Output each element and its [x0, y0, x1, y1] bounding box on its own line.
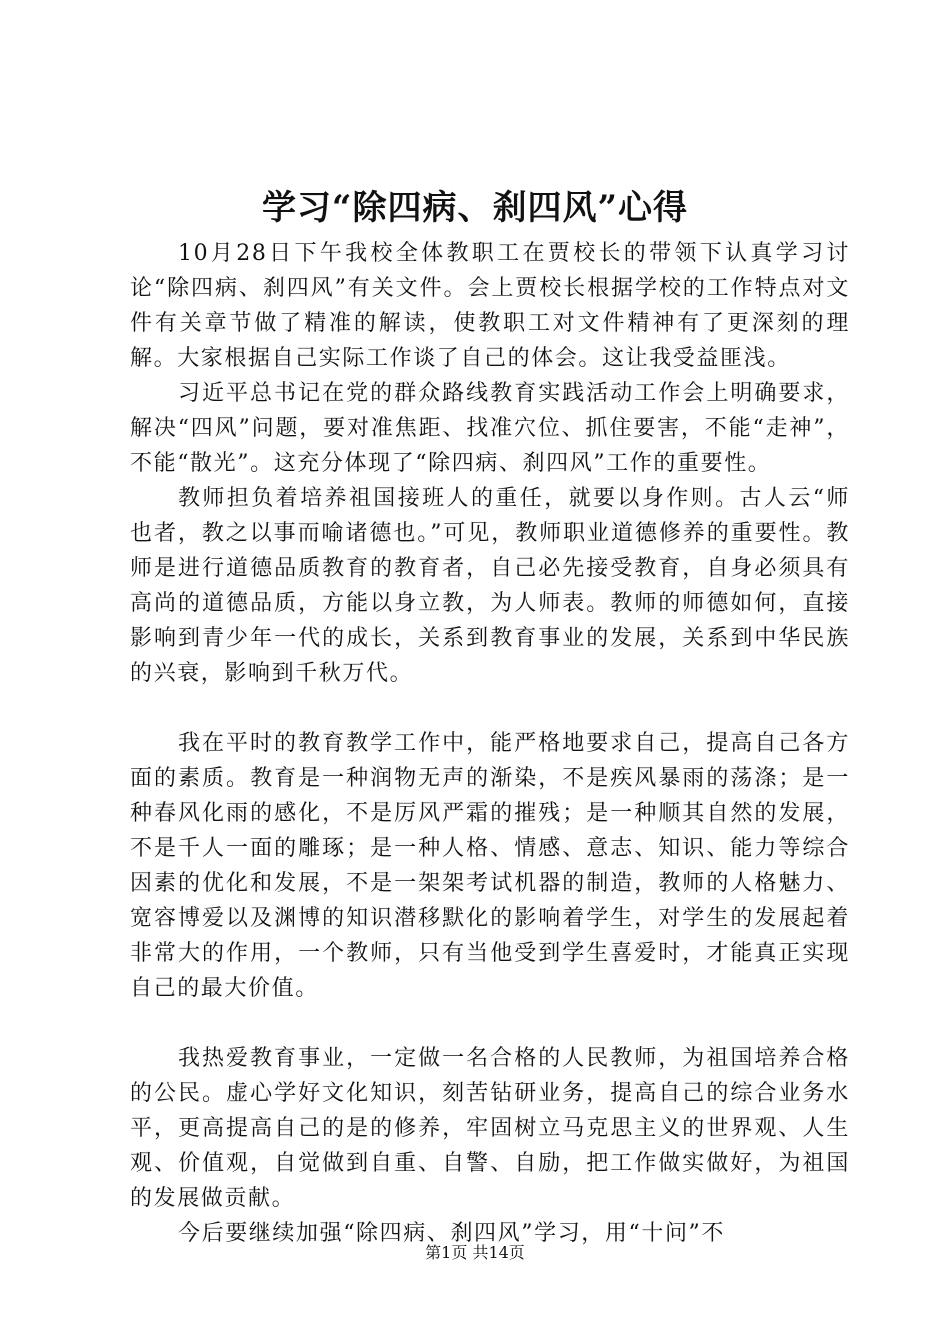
paragraph-6: 今后要继续加强“除四病、刹四风”学习，用“十问”不	[178, 1221, 725, 1246]
paragraph-spacer	[130, 691, 850, 726]
paragraph-5: 我热爱教育事业，一定做一名合格的人民教师，为祖国培养合格的公民。虚心学好文化知识，刻苦钻研业务，提高自己的综合业务水平，更高提高自己的是的修养，牢固树立马克思主义的世界观、人生观、价值观，自觉做到自重、自警、自励，把工作做实做好，为祖国的发展做贡献。	[130, 1046, 850, 1211]
page-number-footer: 第1页 共14页	[425, 1243, 525, 1262]
paragraph-3: 教师担负着培养祖国接班人的重任，就要以身作则。古人云“师也者，教之以事而喻诸德也。”可见，教师职业道德修养的重要性。教师是进行道德品质教育的教育者，自己必先接受教育，自身必须具有高尚的道德品质，方能以身立教，为人师表。教师的师德如何，直接影响到青少年一代的成长，关系到教育事业的发展，关系到中华民族的兴衰，影响到千秋万代。	[130, 486, 850, 686]
paragraph-4: 我在平时的教育教学工作中，能严格地要求自己，提高自己各方面的素质。教育是一种润物无声的渐染，不是疾风暴雨的荡涤；是一种春风化雨的感化，不是厉风严霜的摧残；是一种顺其自然的发展，不是千人一面的雕琢；是一种人格、情感、意志、知识、能力等综合因素的优化和发展，不是一架架考试机器的制造，教师的人格魅力、宽容博爱以及渊博的知识潜移默化的影响着学生，对学生的发展起着非常大的作用，一个教师，只有当他受到学生喜爱时，才能真正实现自己的最大价值。	[130, 731, 850, 1001]
paragraph-2: 习近平总书记在党的群众路线教育实践活动工作会上明确要求，解决“四风”问题，要对准焦距、找准穴位、抓住要害，不能“走神”，不能“散光”。这充分体现了“除四病、刹四风”工作的重要性。	[130, 381, 850, 476]
document-title: 学习“除四病、刹四风”心得	[261, 188, 689, 228]
document-body	[130, 236, 850, 1251]
paragraph-1: 10月28日下午我校全体教职工在贾校长的带领下认真学习讨论“除四病、刹四风”有关文件。会上贾校长根据学校的工作特点对文件有关章节做了精准的解读，使教职工对文件精神有了更深刻的理解。大家根据自己实际工作谈了自己的体会。这让我受益匪浅。	[130, 241, 850, 371]
paragraph-spacer	[130, 1006, 850, 1041]
